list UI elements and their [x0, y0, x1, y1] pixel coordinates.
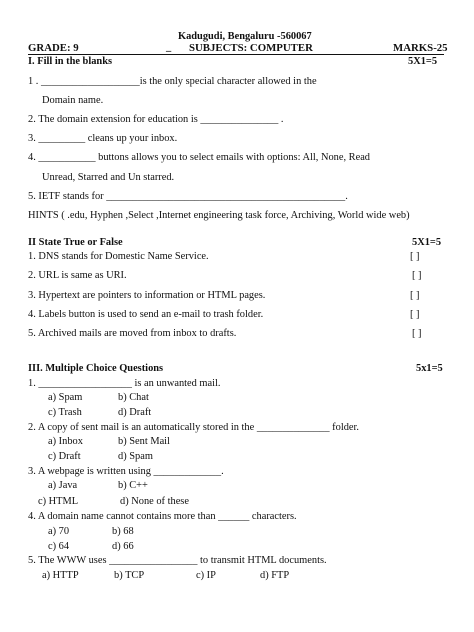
mcq-option: b) TCP: [114, 570, 145, 581]
mcq-option: b) Sent Mail: [118, 436, 170, 447]
answer-bracket: [ ]: [412, 328, 422, 339]
mcq-option: a) Inbox: [48, 436, 83, 447]
fill-blank-line: 3. _________ cleans up your inbox.: [28, 133, 178, 144]
mcq-option: c) Trash: [48, 407, 82, 418]
true-false-question: 5. Archived mails are moved from inbox to drafts.: [28, 328, 237, 339]
subject-label: SUBJECTS: COMPUTER: [189, 42, 313, 54]
mcq-option: d) FTP: [260, 570, 290, 581]
fill-blank-line: Domain name.: [42, 95, 104, 106]
mcq-option: d) None of these: [120, 496, 189, 507]
mcq-option: b) C++: [118, 480, 148, 491]
fill-blank-line: 2. The domain extension for education is _______________ .: [28, 114, 284, 125]
answer-bracket: [ ]: [410, 309, 420, 320]
marks-label: MARKS-25: [393, 42, 448, 54]
section3-title: III. Multiple Choice Questions: [28, 363, 164, 374]
section2-marks: 5X1=5: [412, 237, 442, 248]
true-false-question: 2. URL is same as URI.: [28, 270, 127, 281]
fill-blank-line: Unread, Starred and Un starred.: [42, 172, 175, 183]
answer-bracket: [ ]: [412, 270, 422, 281]
mcq-option: a) HTTP: [42, 570, 79, 581]
mcq-option: d) Spam: [118, 451, 153, 462]
mcq-question: 1. __________________ is an unwanted mail.: [28, 378, 221, 389]
mcq-option: c) Draft: [48, 451, 81, 462]
header-underscore: _: [166, 42, 172, 53]
mcq-question: 5. The WWW uses _________________ to transmit HTML documents.: [28, 555, 327, 566]
answer-bracket: [ ]: [410, 251, 420, 262]
section3-marks: 5x1=5: [416, 363, 443, 374]
mcq-option: a) Java: [48, 480, 78, 491]
school-address: Kadugudi, Bengaluru -560067: [178, 31, 312, 42]
mcq-question: 3. A webpage is written using _____________.: [28, 466, 224, 477]
mcq-option: c) IP: [196, 570, 216, 581]
section2-title: II State True or False: [28, 237, 123, 248]
true-false-question: 3. Hypertext are pointers to information or HTML pages.: [28, 290, 266, 301]
fill-blank-line: 5. IETF stands for ______________________________________________.: [28, 191, 348, 202]
mcq-option: b) Chat: [118, 392, 149, 403]
section1-title: I. Fill in the blanks: [28, 56, 113, 67]
section1-marks: 5X1=5: [408, 56, 438, 67]
fill-blank-line: 1 . ___________________is the only special character allowed in the: [28, 76, 317, 87]
mcq-option: c) HTML: [38, 496, 79, 507]
fill-blank-line: 4. ___________ buttons allows you to select emails with options: All, None, Read: [28, 152, 370, 163]
header-divider: [28, 54, 444, 55]
grade-label: GRADE: 9: [28, 42, 79, 54]
mcq-option: d) Draft: [118, 407, 152, 418]
mcq-option: c) 64: [48, 541, 70, 552]
mcq-question: 4. A domain name cannot contains more than ______ characters.: [28, 511, 297, 522]
hints-line: HINTS ( .edu, Hyphen ,Select ,Internet engineering task force, Archiving, World wide web): [28, 210, 410, 221]
mcq-question: 2. A copy of sent mail is an automatically stored in the ______________ folder.: [28, 422, 360, 433]
true-false-question: 4. Labels button is used to send an e-mail to trash folder.: [28, 309, 264, 320]
true-false-question: 1. DNS stands for Domestic Name Service.: [28, 251, 209, 262]
mcq-option: d) 66: [112, 541, 134, 552]
mcq-option: a) Spam: [48, 392, 83, 403]
mcq-option: a) 70: [48, 526, 70, 537]
answer-bracket: [ ]: [410, 290, 420, 301]
mcq-option: b) 68: [112, 526, 134, 537]
